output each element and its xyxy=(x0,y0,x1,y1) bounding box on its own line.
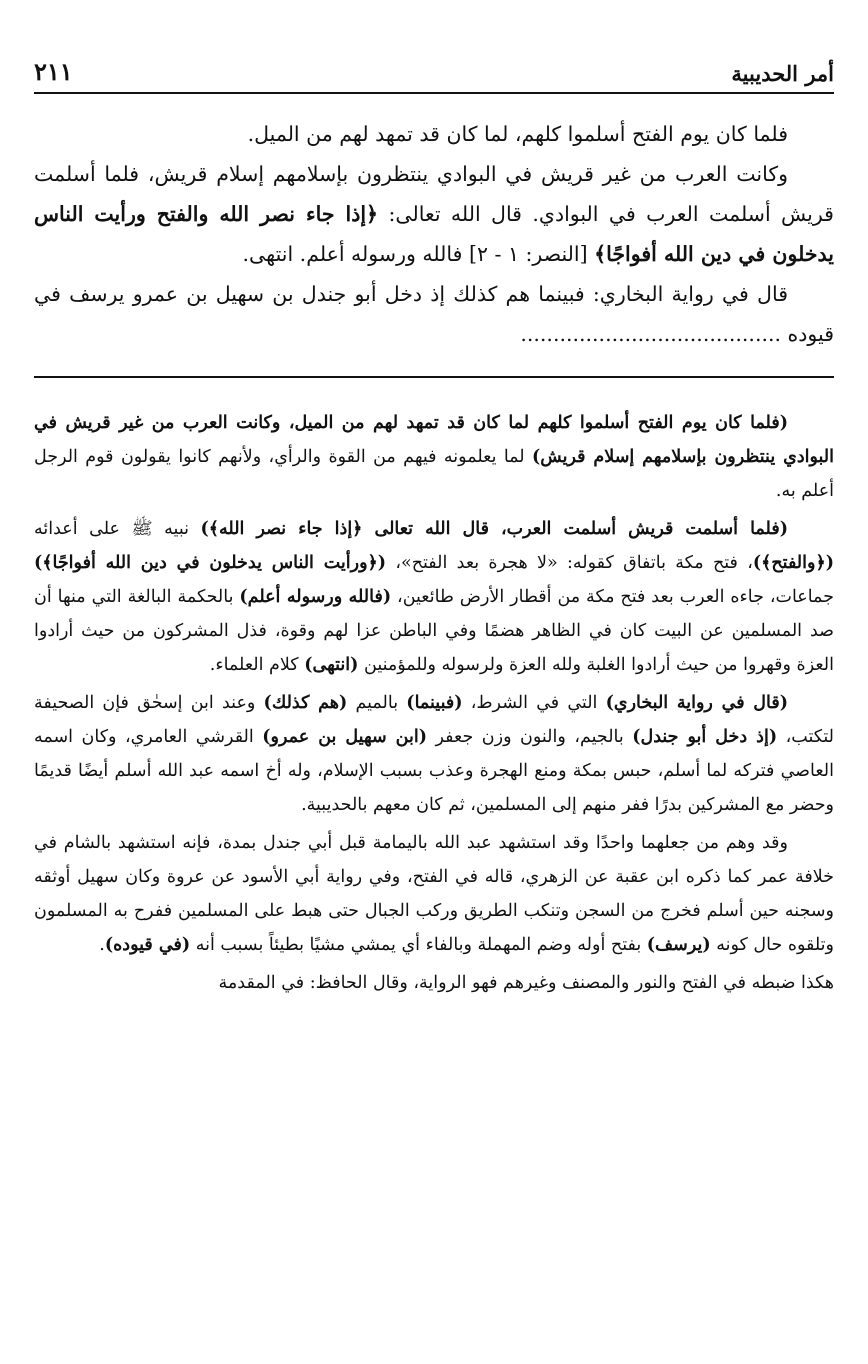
commentary-text: بالجيم، والنون وزن جعفر xyxy=(427,727,633,747)
main-p2-text-b: [النصر: ١ - ٢] فالله ورسوله أعلم. انتهى. xyxy=(242,242,595,266)
commentary-quote: (انتهى) xyxy=(304,655,359,675)
commentary-text: بالحكمة البالغة التي منها أن صد المسلمين عن البيت كان في الظاهر هضمًا وفي الباطن عزا لهم وقوة، فذل المشركون من حيث أرادوا العزة وقهروا من حيث أرادوا الغلبة ولله العزة ولرسوله وللمؤمنين xyxy=(34,587,834,675)
commentary-quote: (يرسف) xyxy=(646,935,711,955)
commentary-text: . xyxy=(99,935,105,955)
commentary-paragraph-2 xyxy=(34,512,834,682)
running-title: أمر الحديبية xyxy=(731,61,834,86)
commentary-quote: (فلما أسلمت قريش أسلمت العرب، قال الله تعالى ﴿إذا جاء نصر الله﴾) xyxy=(200,519,788,539)
continuation-dots: ........................................ xyxy=(520,322,782,346)
commentary-quote: (ابن سهيل بن عمرو) xyxy=(262,727,428,747)
commentary-paragraph-3 xyxy=(34,686,834,822)
commentary-quote: (قال في رواية البخاري) xyxy=(605,693,788,713)
commentary xyxy=(34,406,834,1000)
commentary-quote: (فلما كان يوم الفتح أسلموا كلهم لما كان قد تمهد لهم من الميل، وكانت العرب من غير قريش في البوادي ينتظرون بإسلامهم إسلام قريش) xyxy=(34,413,834,467)
commentary-text: جماعات، جاءه العرب بعد فتح مكة من أقطار الأرض طائعين، xyxy=(391,587,834,607)
page-header xyxy=(34,46,834,86)
commentary-text: القرشي العامري، وكان اسمه العاصي فتركه لما أسلم، حبس بمكة ومنع الهجرة وعذب بسبب الإسلام، وله أخ اسمه عبد الله أسلم أيضًا قديمًا وحضر مع المشركين بدرًا ففر منهم إلى المسلمين، ثم كان معهم بالحديبية. xyxy=(34,727,834,815)
page-number: ٢١١ xyxy=(34,57,73,86)
main-paragraph-1: فلما كان يوم الفتح أسلموا كلهم، لما كان قد تمهد لهم من الميل. xyxy=(247,122,788,146)
quran-verse: ﴿إذا جاء نصر الله والفتح ورأيت الناس يدخلون في دين الله أفواجًا﴾ xyxy=(34,202,834,266)
commentary-text: بالميم xyxy=(347,693,407,713)
commentary-quote: (هم كذلك) xyxy=(263,693,348,713)
commentary-text: بفتح أوله وضم المهملة وبالفاء أي يمشي مشيًا بطيئاً بسبب أنه xyxy=(190,935,647,955)
commentary-separator xyxy=(34,376,834,378)
commentary-text: كلام العلماء. xyxy=(209,655,305,675)
commentary-quote: (فبينما) xyxy=(406,693,463,713)
commentary-paragraph-5: هكذا ضبطه في الفتح والنور والمصنف وغيرهم فهو الرواية، وقال الحافظ: في المقدمة xyxy=(218,973,834,993)
commentary-text: وقد وهم من جعلهما واحدًا وقد استشهد عبد الله باليمامة قبل أبي جندل بمدة، فإنه استشهد بالشام في خلافة عمر كما ذكره ابن عقبة عن الزهري، قاله في الفتح، وفي رواية أبي الأسود عن عروة وكان سهيل أوثقه وسجنه حين أسلم فخرج من السجن وتنكب الطريق وركب الجبال حتى هبط على المسلمين ففرح به المسلمون وتلقوه حال كونه xyxy=(34,833,834,955)
main-p3-text: قال في رواية البخاري: فبينما هم كذلك إذ دخل أبو جندل بن سهيل بن عمرو يرسف في قيوده xyxy=(34,282,834,346)
commentary-text: التي في الشرط، xyxy=(462,693,606,713)
commentary-quote: (﴿ورأيت الناس يدخلون في دين الله أفواجًا﴾) xyxy=(34,553,387,573)
commentary-text: نبيه ﷺ على أعدائه xyxy=(34,519,201,539)
commentary-text: ، فتح مكة باتفاق كقوله: «لا هجرة بعد الفتح»، xyxy=(386,553,753,573)
commentary-text: وعند ابن إسحٰق فإن الصحيفة لتكتب، xyxy=(34,693,835,747)
main-text xyxy=(34,114,834,354)
main-paragraph-3 xyxy=(34,274,834,354)
main-p2-text-a: وكانت العرب من غير قريش في البوادي ينتظرون بإسلامهم إسلام قريش، فلما أسلمت قريش أسلمت العرب في البوادي. قال الله تعالى: xyxy=(34,162,834,226)
header-rule xyxy=(34,92,834,94)
commentary-quote: (في قيوده) xyxy=(104,935,191,955)
commentary-quote: (﴿والفتح﴾) xyxy=(752,553,834,573)
commentary-quote: (فالله ورسوله أعلم) xyxy=(239,587,392,607)
commentary-quote: (إذ دخل أبو جندل) xyxy=(632,727,778,747)
commentary-paragraph-1 xyxy=(34,406,834,508)
main-paragraph-2 xyxy=(34,154,834,274)
commentary-text: لما يعلمونه فيهم من القوة والرأي، ولأنهم كانوا يقولون قوم الرجل أعلم به. xyxy=(34,447,834,501)
commentary-paragraph-4 xyxy=(34,826,834,962)
